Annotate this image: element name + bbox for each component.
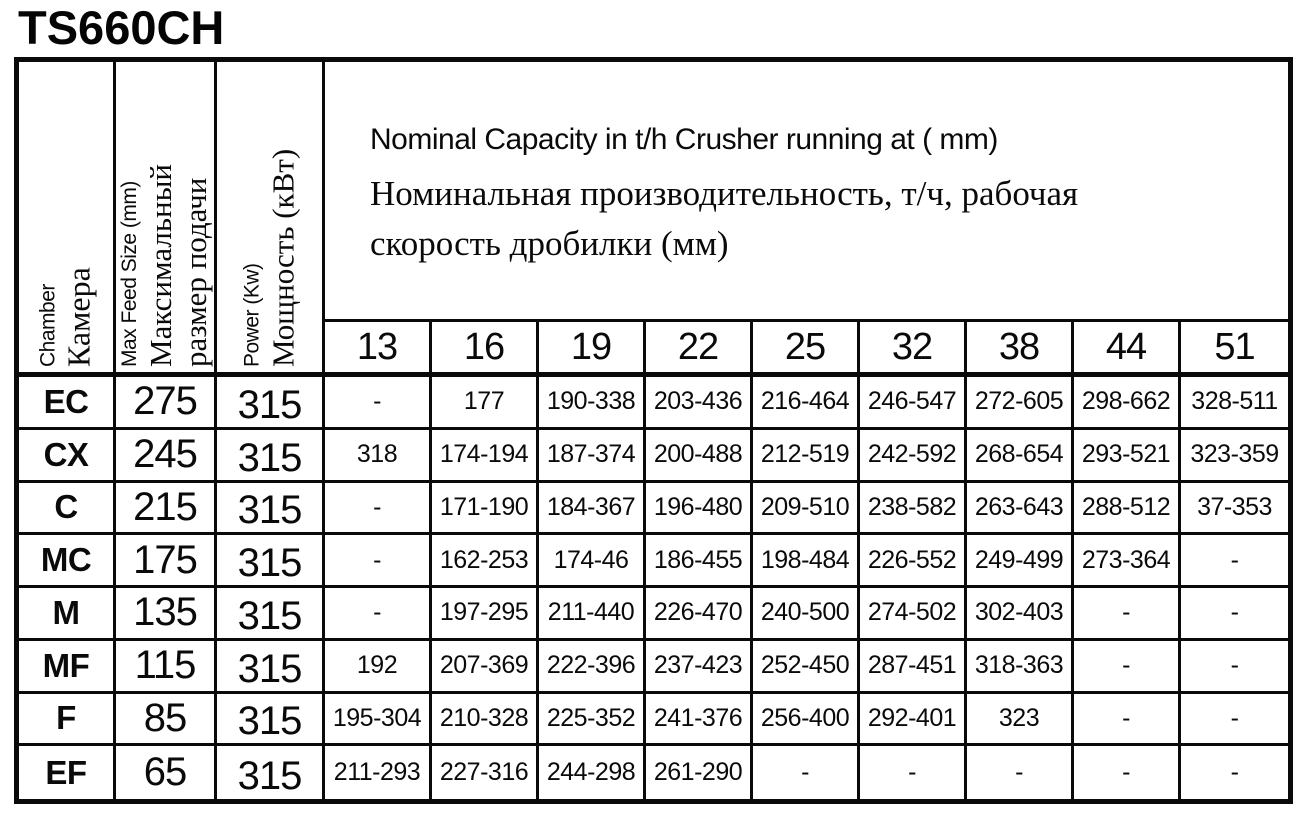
max-feed-cell: 115 xyxy=(116,641,217,694)
capacity-cell: 293-521 xyxy=(1074,430,1181,483)
capacity-cell: 210-328 xyxy=(432,694,539,747)
capacity-header-ru-line2: скорость дробилки (мм) xyxy=(370,223,729,263)
capacity-cell: - xyxy=(1074,641,1181,694)
speed-column-header: 16 xyxy=(432,322,539,377)
power-cell: 315 xyxy=(217,535,325,588)
power-cell: 315 xyxy=(217,430,325,483)
capacity-cell: 242-592 xyxy=(860,430,967,483)
max-feed-cell: 275 xyxy=(116,377,217,430)
capacity-cell: - xyxy=(1230,758,1239,787)
speed-column-header: 25 xyxy=(753,322,860,377)
capacity-cell: - xyxy=(1181,535,1288,588)
capacity-cell: 226-470 xyxy=(646,588,753,641)
capacity-cell: 177 xyxy=(432,377,539,430)
chamber-cell: F xyxy=(19,694,116,747)
max-feed-cell: 135 xyxy=(116,588,217,641)
capacity-cell: 328-511 xyxy=(1181,377,1288,430)
speed-column-header: 32 xyxy=(860,322,967,377)
capacity-cell: 287-451 xyxy=(860,641,967,694)
capacity-cell: 256-400 xyxy=(753,694,860,747)
capacity-cell: 225-352 xyxy=(539,694,646,747)
capacity-header-en: Nominal Capacity in t/h Crusher running at ( mm) xyxy=(370,122,998,156)
column-header-ru: Максимальный xyxy=(143,163,178,367)
speed-column-header: 51 xyxy=(1181,322,1288,377)
capacity-cell: - xyxy=(967,746,1074,799)
capacity-cell: 292-401 xyxy=(860,694,967,747)
power-cell: 315 xyxy=(217,641,325,694)
capacity-cell: 249-499 xyxy=(967,535,1074,588)
capacity-cell: 203-436 xyxy=(646,377,753,430)
capacity-cell: 263-643 xyxy=(967,483,1074,536)
page-title: TS660CH xyxy=(18,1,225,54)
column-header-ru: Камера xyxy=(60,267,97,367)
capacity-cell: 184-367 xyxy=(539,483,646,536)
capacity-cell: - xyxy=(1074,746,1181,799)
capacity-cell: 187-374 xyxy=(539,430,646,483)
column-header-ru: размер подачи xyxy=(178,177,213,367)
capacity-cell: - xyxy=(325,588,432,641)
capacity-cell: 273-364 xyxy=(1074,535,1181,588)
capacity-cell: 298-662 xyxy=(1074,377,1181,430)
rotated-label xyxy=(36,67,97,367)
max-feed-cell: 245 xyxy=(116,430,217,483)
capacity-cell: 274-502 xyxy=(860,588,967,641)
capacity-cell: 268-654 xyxy=(967,430,1074,483)
capacity-cell: 244-298 xyxy=(539,746,646,799)
rotated-label xyxy=(239,67,300,367)
capacity-cell: 186-455 xyxy=(646,535,753,588)
capacity-cell: 241-376 xyxy=(646,694,753,747)
column-header-en: Max Feed Size (mm) xyxy=(118,181,141,367)
capacity-cell: 192 xyxy=(325,641,432,694)
capacity-cell: 318 xyxy=(325,430,432,483)
power-cell: 315 xyxy=(217,746,325,799)
capacity-cell: 211-293 xyxy=(325,746,432,799)
chamber-cell: MC xyxy=(19,535,116,588)
chamber-cell: C xyxy=(19,483,116,536)
capacity-cell: 261-290 xyxy=(646,746,753,799)
capacity-cell: - xyxy=(325,483,432,536)
capacity-cell: 323 xyxy=(967,694,1074,747)
capacity-cell: 171-190 xyxy=(432,483,539,536)
capacity-cell: 216-464 xyxy=(753,377,860,430)
capacity-cell: 198-484 xyxy=(753,535,860,588)
chamber-cell: EF xyxy=(19,746,116,799)
max-feed-cell: 215 xyxy=(116,483,217,536)
column-header-en: Chamber xyxy=(36,284,60,367)
capacity-cell: 211-440 xyxy=(539,588,646,641)
capacity-cell: 197-295 xyxy=(432,588,539,641)
capacity-cell: 288-512 xyxy=(1074,483,1181,536)
chamber-cell: M xyxy=(19,588,116,641)
capacity-cell: 238-582 xyxy=(860,483,967,536)
capacity-cell: 227-316 xyxy=(432,746,539,799)
capacity-cell: 174-194 xyxy=(432,430,539,483)
speed-column-header: 22 xyxy=(646,322,753,377)
column-header-chamber xyxy=(19,62,116,377)
column-header-en: Power (Kw) xyxy=(240,263,263,367)
capacity-cell: 318-363 xyxy=(967,641,1074,694)
speed-column-header: 13 xyxy=(325,322,432,377)
capacity-cell: - xyxy=(325,535,432,588)
speed-column-header: 38 xyxy=(967,322,1074,377)
capacity-cell: - xyxy=(1074,588,1181,641)
chamber-cell: CX xyxy=(19,430,116,483)
max-feed-cell: 175 xyxy=(116,535,217,588)
capacity-cell: - xyxy=(1181,641,1288,694)
capacity-cell: 272-605 xyxy=(967,377,1074,430)
capacity-cell: 246-547 xyxy=(860,377,967,430)
column-header-max-feed-size xyxy=(116,62,217,377)
capacity-cell: 212-519 xyxy=(753,430,860,483)
power-cell: 315 xyxy=(217,588,325,641)
capacity-cell: 237-423 xyxy=(646,641,753,694)
column-header-ru: Мощность (кВт) xyxy=(265,148,300,367)
capacity-cell: 226-552 xyxy=(860,535,967,588)
capacity-cell: 207-369 xyxy=(432,641,539,694)
capacity-cell: 323-359 xyxy=(1181,430,1288,483)
capacity-cell: - xyxy=(860,746,967,799)
power-cell: 315 xyxy=(217,483,325,536)
capacity-cell: 302-403 xyxy=(967,588,1074,641)
capacity-cell: 240-500 xyxy=(753,588,860,641)
speed-column-header: 19 xyxy=(539,322,646,377)
capacity-cell: - xyxy=(1074,694,1181,747)
capacity-cell: 196-480 xyxy=(646,483,753,536)
capacity-cell: 174-46 xyxy=(539,535,646,588)
rotated-label xyxy=(117,67,213,367)
capacity-cell: - xyxy=(325,377,432,430)
capacity-cell: 209-510 xyxy=(753,483,860,536)
capacity-cell: 195-304 xyxy=(325,694,432,747)
chamber-cell: EC xyxy=(19,377,116,430)
capacity-header-ru-line1: Номинальная производительность, т/ч, рабочая xyxy=(370,173,1079,213)
spec-table xyxy=(14,57,1293,804)
max-feed-cell: 85 xyxy=(116,694,217,747)
max-feed-cell: 65 xyxy=(116,746,217,799)
capacity-cell: - xyxy=(753,746,860,799)
column-header-power xyxy=(217,62,325,377)
capacity-cell: 162-253 xyxy=(432,535,539,588)
capacity-cell: 222-396 xyxy=(539,641,646,694)
speed-column-header: 44 xyxy=(1074,322,1181,377)
capacity-cell: 200-488 xyxy=(646,430,753,483)
capacity-cell: 190-338 xyxy=(539,377,646,430)
power-cell: 315 xyxy=(217,694,325,747)
chamber-cell: MF xyxy=(19,641,116,694)
capacity-cell: 37-353 xyxy=(1181,483,1288,536)
capacity-cell: - xyxy=(1181,694,1288,747)
capacity-cell: 252-450 xyxy=(753,641,860,694)
capacity-header xyxy=(325,62,1288,322)
capacity-cell: - xyxy=(1181,588,1288,641)
power-cell: 315 xyxy=(217,377,325,430)
